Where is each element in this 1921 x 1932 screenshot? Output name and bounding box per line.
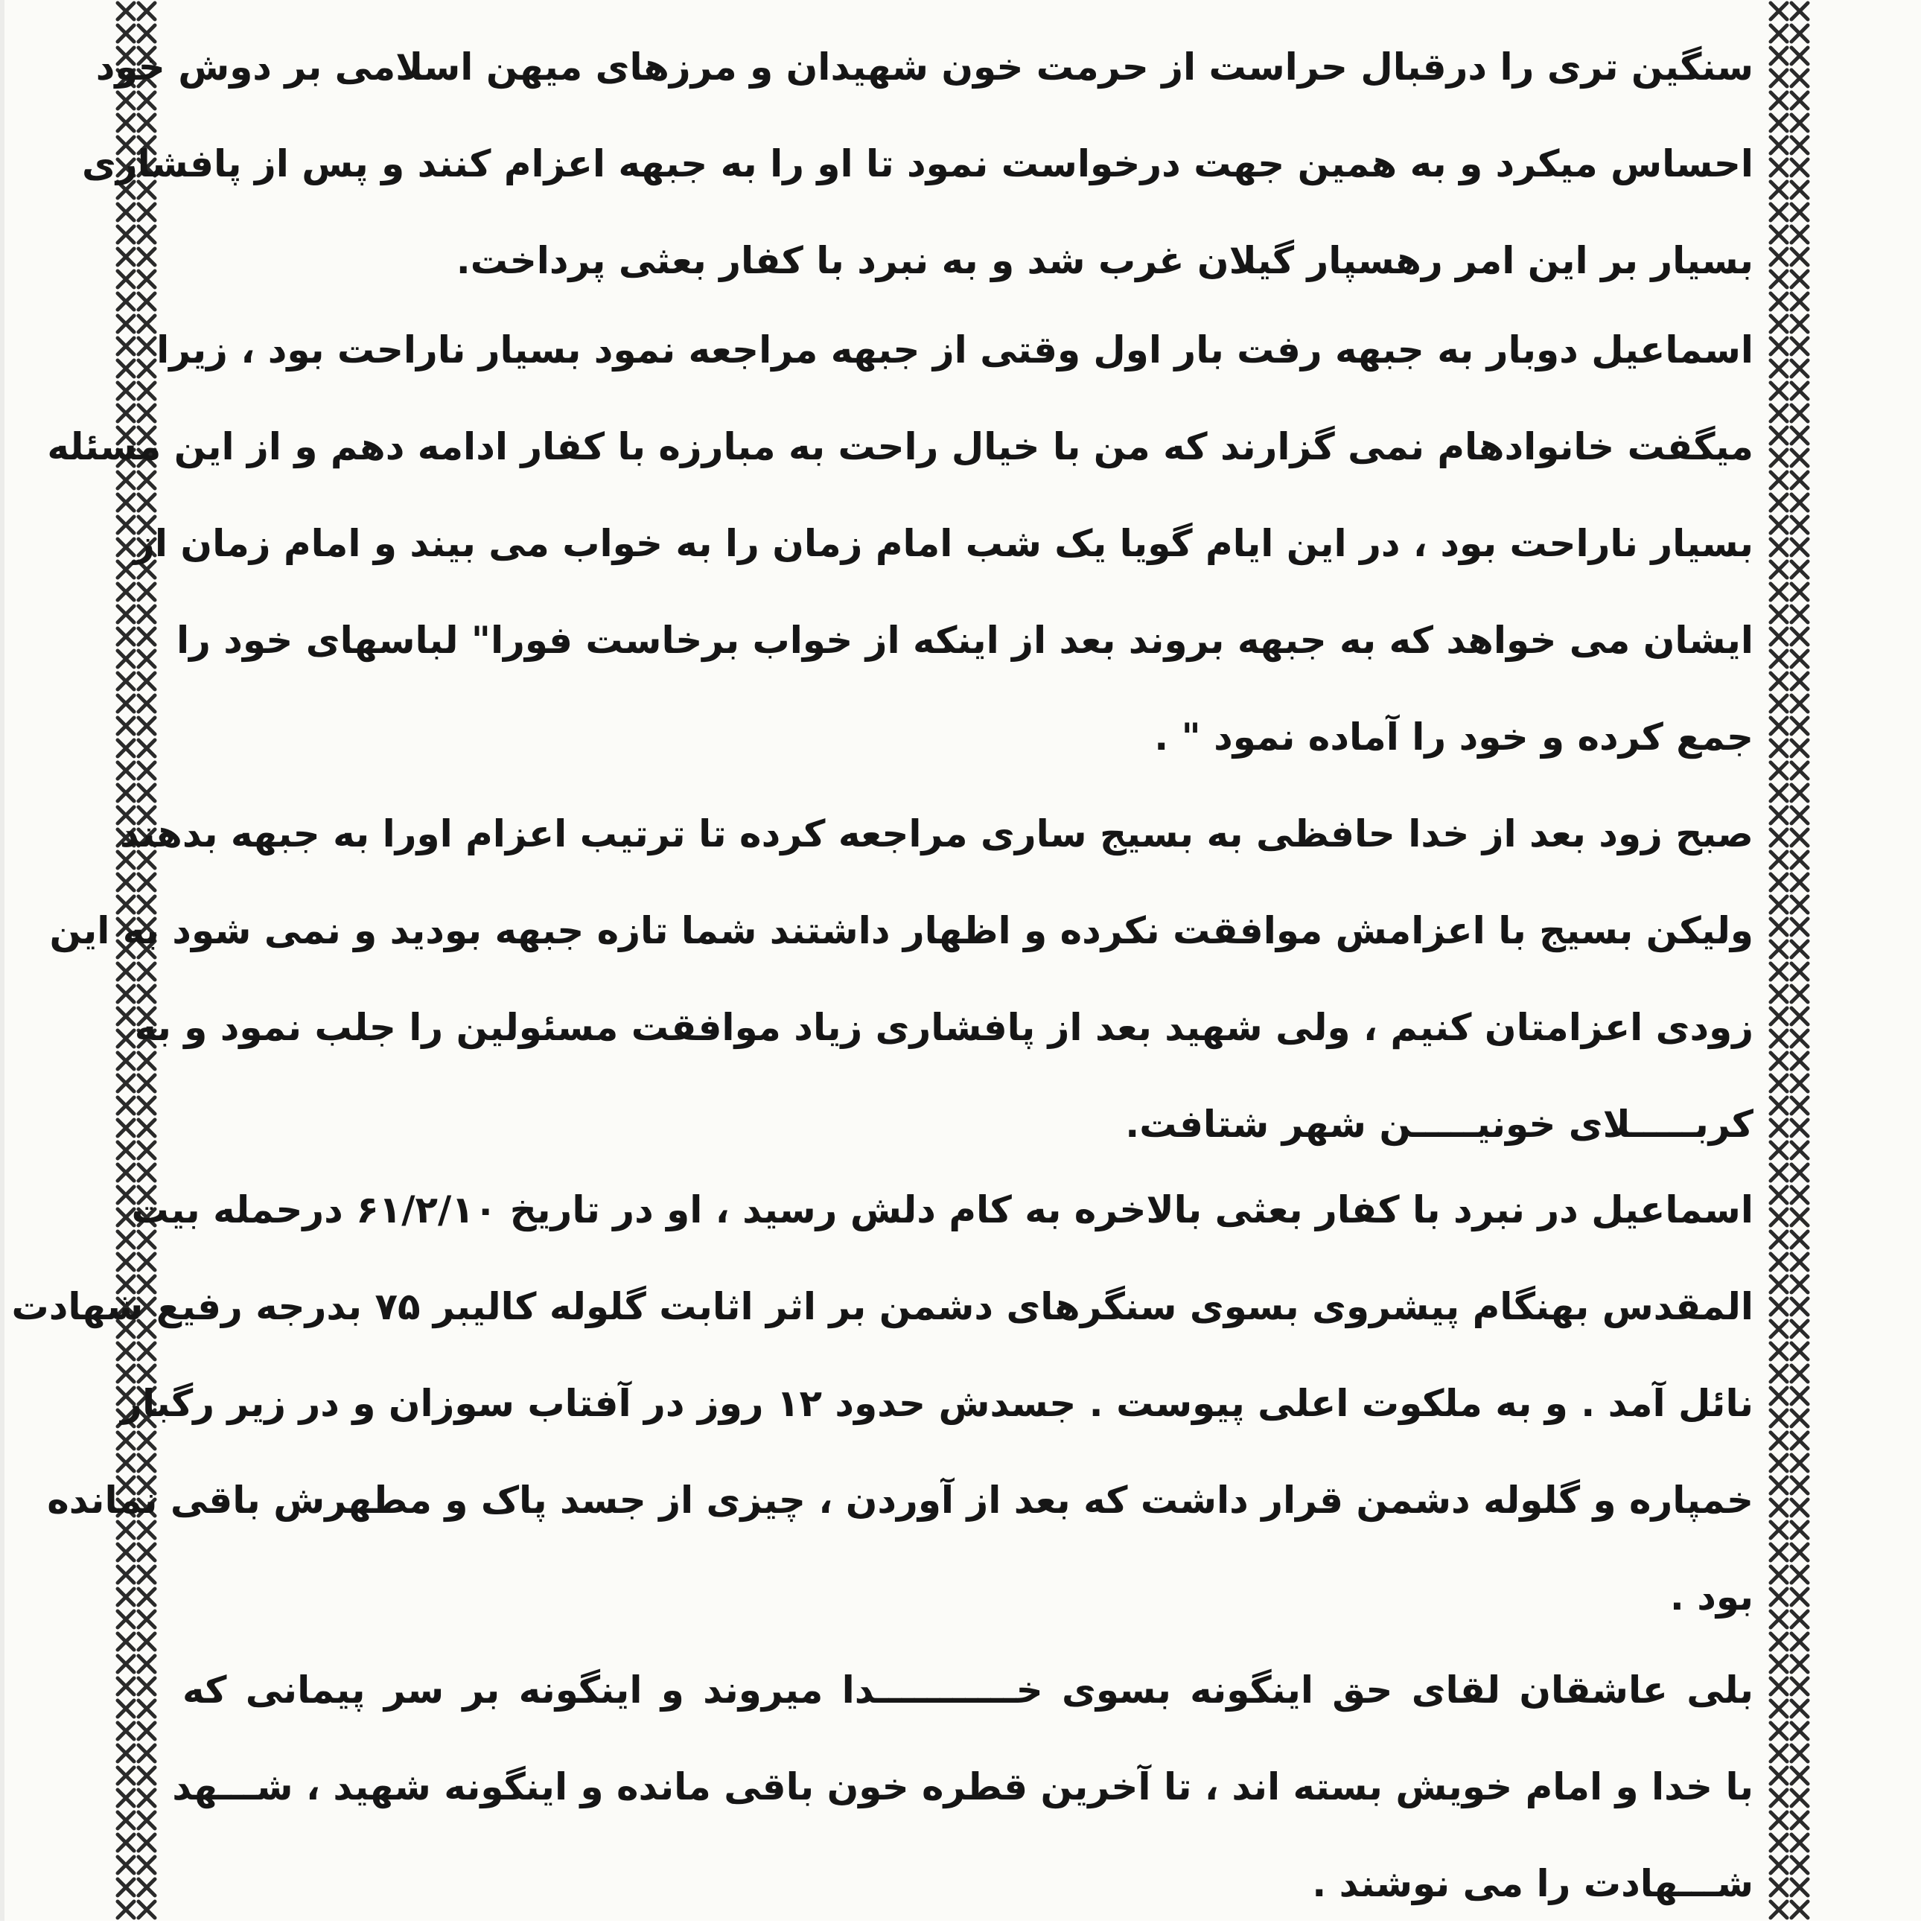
cross-stitch-motif (138, 606, 155, 622)
cross-stitch-motif (1771, 115, 1787, 131)
cross-stitch-motif (1791, 1745, 1808, 1762)
cross-stitch-motif (1791, 1142, 1808, 1158)
cross-stitch-motif (1771, 852, 1787, 868)
cross-stitch-motif (118, 1053, 134, 1069)
cross-stitch-motif (1771, 450, 1787, 466)
cross-stitch-motif (1791, 740, 1808, 756)
cross-stitch-motif (1771, 1075, 1787, 1091)
cross-stitch-motif (1771, 1231, 1787, 1248)
cross-stitch-motif (1771, 1499, 1787, 1516)
cross-stitch-motif (1771, 1254, 1787, 1270)
cross-stitch-motif (118, 271, 134, 287)
cross-stitch-motif (1791, 316, 1808, 332)
cross-stitch-motif (118, 1656, 134, 1672)
cross-stitch-motif (138, 628, 155, 645)
cross-stitch-motif (1791, 1388, 1808, 1404)
cross-stitch-motif (118, 1745, 134, 1762)
cross-stitch-motif (1791, 1343, 1808, 1359)
cross-stitch-motif (1771, 249, 1787, 265)
cross-stitch-motif (118, 1030, 134, 1047)
cross-stitch-motif (118, 1879, 134, 1896)
cross-stitch-motif (1771, 1209, 1787, 1225)
cross-stitch-motif (1771, 584, 1787, 600)
cross-stitch-motif (1791, 92, 1808, 109)
cross-stitch-motif (118, 1767, 134, 1784)
cross-stitch-motif (1791, 293, 1808, 310)
cross-stitch-motif (1791, 718, 1808, 734)
cross-stitch-motif (1791, 561, 1808, 578)
cross-stitch-motif (138, 695, 155, 712)
cross-stitch-motif (138, 1812, 155, 1829)
cross-stitch-motif (1791, 249, 1808, 265)
cross-stitch-motif (118, 1075, 134, 1091)
cross-stitch-motif (1771, 1723, 1787, 1739)
cross-stitch-motif (138, 1589, 155, 1605)
cross-stitch-motif (1771, 1633, 1787, 1650)
cross-stitch-motif (1771, 1611, 1787, 1627)
text-line: صبح زود بعد از خدا حافظی به بسیج ساری مراجعه کرده تا ترتیب اعزام اورا به جبهه بدهند (119, 812, 1753, 855)
cross-stitch-motif (1771, 271, 1787, 287)
cross-stitch-motif (1771, 405, 1787, 421)
cross-stitch-motif (118, 338, 134, 354)
cross-stitch-motif (1791, 1522, 1808, 1538)
cross-stitch-motif (1771, 1410, 1787, 1426)
cross-stitch-motif (118, 1812, 134, 1829)
cross-stitch-motif (1771, 1477, 1787, 1493)
text-line: زودی اعزامتان کنیم ، ولی شهید بعد از پافشاری زیاد موافقت مسئولین را جلب نمود و به (134, 1006, 1753, 1049)
cross-stitch-motif (1791, 1678, 1808, 1695)
cross-stitch-motif (1791, 651, 1808, 667)
cross-stitch-motif (1771, 941, 1787, 957)
cross-stitch-motif (1791, 271, 1808, 287)
cross-stitch-motif (1771, 1656, 1787, 1672)
cross-stitch-motif (1771, 316, 1787, 332)
cross-stitch-motif (1791, 405, 1808, 421)
cross-stitch-motif (118, 360, 134, 377)
cross-stitch-border (1765, 0, 1817, 1921)
cross-stitch-motif (1771, 70, 1787, 86)
cross-stitch-motif (1791, 941, 1808, 957)
cross-stitch-motif (1791, 182, 1808, 198)
cross-stitch-motif (1771, 1812, 1787, 1829)
cross-stitch-motif (1771, 1834, 1787, 1851)
text-line: احساس میکرد و به همین جهت درخواست نمود تا او را به جبهه اعزام کنند و پس از پافشاری (82, 142, 1753, 185)
cross-stitch-motif (1791, 785, 1808, 801)
cross-stitch-motif (1791, 1566, 1808, 1583)
cross-stitch-motif (118, 226, 134, 243)
cross-stitch-motif (1771, 427, 1787, 444)
cross-stitch-motif (118, 316, 134, 332)
cross-stitch-motif (138, 718, 155, 734)
cross-stitch-motif (1791, 472, 1808, 488)
text-line: بسیار بر این امر رهسپار گیلان غرب شد و به نبرد با کفار بعثی پرداخت. (456, 239, 1753, 282)
cross-stitch-motif (118, 3, 134, 19)
cross-stitch-motif (1771, 539, 1787, 555)
cross-stitch-motif (1771, 807, 1787, 823)
cross-stitch-motif (1791, 1790, 1808, 1806)
cross-stitch-motif (138, 1566, 155, 1583)
text-line: اسماعیل در نبرد با کفار بعثی بالاخره به کام دلش رسید ، او در تاریخ ۶۱/۲/۱۰ درحمله بیت (131, 1188, 1753, 1231)
cross-stitch-motif (1771, 48, 1787, 64)
cross-stitch-motif (118, 383, 134, 399)
cross-stitch-motif (118, 606, 134, 622)
cross-stitch-motif (1771, 338, 1787, 354)
cross-stitch-motif (1791, 1656, 1808, 1672)
cross-stitch-motif (138, 1700, 155, 1717)
cross-stitch-motif (1791, 584, 1808, 600)
cross-stitch-motif (118, 1008, 134, 1024)
text-line: شـــهادت را می نوشند . (1312, 1862, 1753, 1905)
text-line: اسماعیل دوبار به جبهه رفت بار اول وقتی از جبهه مراجعه نمود بسیار ناراحت بود ، زیرا (156, 328, 1753, 372)
cross-stitch-motif (1771, 472, 1787, 488)
cross-stitch-motif (1791, 539, 1808, 555)
cross-stitch-motif (118, 1700, 134, 1717)
cross-stitch-motif (1791, 852, 1808, 868)
cross-stitch-motif (1771, 1790, 1787, 1806)
cross-stitch-motif (1771, 1276, 1787, 1292)
text-line: خمپاره و گلوله دشمن قرار داشت که بعد از آوردن ، چیزی از جسد پاک و مطهرش باقی نمانده (47, 1479, 1753, 1522)
cross-stitch-motif (1791, 1365, 1808, 1382)
cross-stitch-motif (1771, 1321, 1787, 1337)
text-line: ایشان می خواهد که به جبهه بروند بعد از اینکه از خواب برخاست فورا" لباسهای خود را (176, 619, 1753, 662)
cross-stitch-motif (1771, 1745, 1787, 1762)
cross-stitch-motif (138, 1767, 155, 1784)
cross-stitch-motif (118, 1790, 134, 1806)
cross-stitch-motif (1771, 3, 1787, 19)
cross-stitch-motif (1791, 1008, 1808, 1024)
cross-stitch-motif (118, 673, 134, 689)
text-line: بود . (1669, 1575, 1753, 1619)
cross-stitch-motif (1791, 360, 1808, 377)
cross-stitch-motif (138, 316, 155, 332)
cross-stitch-motif (1771, 383, 1787, 399)
cross-stitch-motif (1771, 718, 1787, 734)
cross-stitch-motif (118, 1834, 134, 1851)
scan-edge (0, 0, 4, 1921)
cross-stitch-motif (1771, 1053, 1787, 1069)
cross-stitch-motif (1791, 1120, 1808, 1136)
paragraph-3 (49, 785, 1753, 1173)
cross-stitch-motif (1791, 70, 1808, 86)
cross-stitch-motif (118, 1857, 134, 1873)
cross-stitch-motif (1791, 1857, 1808, 1873)
cross-stitch-motif (118, 651, 134, 667)
cross-stitch-motif (1771, 673, 1787, 689)
cross-stitch-motif (1791, 829, 1808, 846)
text-line: المقدس بهنگام پیشروی بسوی سنگرهای دشمن بر اثر اثابت گلوله کالیبر ۷۵ بدرجه رفیع شهادت (11, 1285, 1753, 1328)
cross-stitch-motif (1791, 807, 1808, 823)
paragraph-1 (82, 19, 1753, 309)
cross-stitch-motif (118, 628, 134, 645)
cross-stitch-motif (1791, 1231, 1808, 1248)
cross-stitch-motif (118, 695, 134, 712)
cross-stitch-motif (1771, 1544, 1787, 1560)
cross-stitch-motif (1791, 1075, 1808, 1091)
cross-stitch-motif (138, 1723, 155, 1739)
cross-stitch-motif (1771, 1767, 1787, 1784)
cross-stitch-motif (118, 249, 134, 265)
cross-stitch-motif (1791, 159, 1808, 176)
cross-stitch-motif (118, 561, 134, 578)
cross-stitch-motif (1791, 25, 1808, 42)
cross-stitch-motif (1771, 963, 1787, 980)
cross-stitch-motif (1771, 651, 1787, 667)
cross-stitch-motif (1771, 1700, 1787, 1717)
cross-stitch-motif (1771, 1187, 1787, 1203)
cross-stitch-motif (118, 1142, 134, 1158)
cross-stitch-motif (1771, 1678, 1787, 1695)
text-line: با خدا و امام خویش بسته اند ، تا آخرین قطره خون باقی مانده و اینگونه شهید ، شـــهد (172, 1765, 1753, 1808)
cross-stitch-motif (1791, 1455, 1808, 1471)
cross-stitch-motif (1791, 1767, 1808, 1784)
paragraph-4 (11, 1161, 1753, 1645)
cross-stitch-motif (1791, 48, 1808, 64)
cross-stitch-motif (118, 1589, 134, 1605)
cross-stitch-motif (1791, 986, 1808, 1002)
cross-stitch-motif (1791, 1901, 1808, 1918)
cross-stitch-motif (118, 1901, 134, 1918)
cross-stitch-motif (1771, 92, 1787, 109)
cross-stitch-motif (118, 293, 134, 310)
cross-stitch-motif (1791, 919, 1808, 935)
cross-stitch-motif (138, 338, 155, 354)
cross-stitch-motif (1771, 1008, 1787, 1024)
cross-stitch-motif (1771, 1432, 1787, 1449)
paragraph-2 (47, 302, 1753, 785)
cross-stitch-motif (118, 1120, 134, 1136)
cross-stitch-motif (1791, 1432, 1808, 1449)
cross-stitch-motif (1791, 628, 1808, 645)
cross-stitch-motif (138, 249, 155, 265)
cross-stitch-motif (138, 1745, 155, 1762)
cross-stitch-motif (1771, 695, 1787, 712)
cross-stitch-motif (1791, 1723, 1808, 1739)
cross-stitch-motif (138, 1075, 155, 1091)
cross-stitch-motif (1791, 762, 1808, 779)
cross-stitch-motif (118, 762, 134, 779)
cross-stitch-motif (138, 1633, 155, 1650)
cross-stitch-motif (118, 1678, 134, 1695)
cross-stitch-motif (1771, 1120, 1787, 1136)
cross-stitch-motif (1771, 606, 1787, 622)
cross-stitch-motif (1771, 1164, 1787, 1181)
cross-stitch-motif (1771, 293, 1787, 310)
cross-stitch-motif (138, 1857, 155, 1873)
cross-stitch-motif (118, 1566, 134, 1583)
cross-stitch-motif (1771, 874, 1787, 890)
cross-stitch-motif (1791, 1276, 1808, 1292)
cross-stitch-motif (1771, 1388, 1787, 1404)
cross-stitch-motif (1771, 1901, 1787, 1918)
cross-stitch-motif (1771, 1879, 1787, 1896)
cross-stitch-motif (1791, 1812, 1808, 1829)
text-line: کربـــــلای خونیـــــن شهر شتافت. (1125, 1103, 1753, 1146)
cross-stitch-motif (1791, 115, 1808, 131)
cross-stitch-motif (1791, 1700, 1808, 1717)
decorative-border-right (1765, 0, 1817, 1921)
cross-stitch-motif (118, 1723, 134, 1739)
cross-stitch-motif (1791, 204, 1808, 220)
text-line: سنگین تری را درقبال حراست از حرمت خون شهیدان و مرزهای میهن اسلامی بر دوش خود (95, 45, 1753, 89)
cross-stitch-motif (1791, 606, 1808, 622)
cross-stitch-motif (1771, 1522, 1787, 1538)
text-line: بسیار ناراحت بود ، در این ایام گویا یک شب امام زمان را به خواب می بیند و امام زمان از (133, 522, 1753, 565)
cross-stitch-motif (138, 271, 155, 287)
cross-stitch-motif (1791, 673, 1808, 689)
cross-stitch-motif (1791, 3, 1808, 19)
cross-stitch-motif (118, 1633, 134, 1650)
cross-stitch-motif (1771, 226, 1787, 243)
cross-stitch-motif (138, 3, 155, 19)
cross-stitch-motif (1791, 1410, 1808, 1426)
cross-stitch-motif (1791, 1187, 1808, 1203)
cross-stitch-motif (138, 383, 155, 399)
cross-stitch-motif (118, 986, 134, 1002)
cross-stitch-motif (1771, 1097, 1787, 1114)
cross-stitch-motif (1791, 1499, 1808, 1516)
cross-stitch-motif (138, 1678, 155, 1695)
cross-stitch-motif (1791, 137, 1808, 153)
cross-stitch-motif (1771, 919, 1787, 935)
cross-stitch-motif (1791, 874, 1808, 890)
cross-stitch-motif (1771, 1142, 1787, 1158)
cross-stitch-motif (1771, 159, 1787, 176)
cross-stitch-motif (1791, 450, 1808, 466)
cross-stitch-motif (1791, 1254, 1808, 1270)
cross-stitch-motif (1771, 360, 1787, 377)
cross-stitch-motif (118, 1611, 134, 1627)
cross-stitch-motif (1771, 896, 1787, 913)
cross-stitch-motif (1791, 1611, 1808, 1627)
cross-stitch-motif (118, 740, 134, 756)
cross-stitch-motif (138, 360, 155, 377)
cross-stitch-motif (118, 584, 134, 600)
cross-stitch-motif (1771, 1857, 1787, 1873)
cross-stitch-motif (1791, 1298, 1808, 1315)
cross-stitch-motif (1791, 1544, 1808, 1560)
cross-stitch-motif (1771, 137, 1787, 153)
cross-stitch-motif (1791, 338, 1808, 354)
cross-stitch-motif (118, 517, 134, 533)
cross-stitch-motif (1791, 1879, 1808, 1896)
cross-stitch-motif (1791, 427, 1808, 444)
cross-stitch-motif (118, 494, 134, 511)
paragraph-5 (172, 1642, 1753, 1932)
cross-stitch-motif (1791, 1834, 1808, 1851)
cross-stitch-motif (138, 1097, 155, 1114)
cross-stitch-motif (1771, 829, 1787, 846)
cross-stitch-motif (138, 673, 155, 689)
cross-stitch-motif (138, 651, 155, 667)
cross-stitch-motif (138, 1611, 155, 1627)
cross-stitch-motif (1771, 1298, 1787, 1315)
cross-stitch-motif (1771, 762, 1787, 779)
cross-stitch-motif (1771, 1343, 1787, 1359)
cross-stitch-motif (1771, 1030, 1787, 1047)
cross-stitch-motif (138, 1120, 155, 1136)
cross-stitch-motif (1791, 1053, 1808, 1069)
cross-stitch-motif (1771, 204, 1787, 220)
cross-stitch-motif (1771, 740, 1787, 756)
cross-stitch-motif (1791, 896, 1808, 913)
cross-stitch-motif (1771, 561, 1787, 578)
cross-stitch-motif (1771, 494, 1787, 511)
cross-stitch-motif (1791, 1097, 1808, 1114)
text-line: بلی عاشقان لقای حق اینگونه بسوی خـــــــــــدا میروند و اینگونه بر سر پیمانی که (182, 1668, 1753, 1712)
text-line: جمع کرده و خود را آماده نمود " . (1154, 715, 1753, 759)
cross-stitch-motif (118, 718, 134, 734)
cross-stitch-motif (1791, 1589, 1808, 1605)
cross-stitch-motif (1771, 182, 1787, 198)
cross-stitch-motif (138, 226, 155, 243)
cross-stitch-motif (138, 1901, 155, 1918)
text-line: میگفت خانوادهام نمی گزارند که من با خیال راحت به مبارزه با کفار ادامه دهم و از این مسئله (47, 425, 1753, 468)
cross-stitch-motif (1771, 1455, 1787, 1471)
cross-stitch-motif (1791, 1209, 1808, 1225)
cross-stitch-motif (1771, 986, 1787, 1002)
cross-stitch-motif (138, 1142, 155, 1158)
cross-stitch-motif (1791, 1030, 1808, 1047)
cross-stitch-motif (138, 1656, 155, 1672)
cross-stitch-motif (138, 762, 155, 779)
cross-stitch-motif (1791, 1164, 1808, 1181)
cross-stitch-motif (138, 740, 155, 756)
cross-stitch-motif (1791, 695, 1808, 712)
cross-stitch-motif (1771, 1566, 1787, 1583)
cross-stitch-motif (1791, 226, 1808, 243)
cross-stitch-motif (138, 293, 155, 310)
cross-stitch-motif (118, 539, 134, 555)
cross-stitch-motif (138, 1834, 155, 1851)
cross-stitch-motif (1771, 1365, 1787, 1382)
cross-stitch-motif (1791, 1633, 1808, 1650)
cross-stitch-motif (1771, 785, 1787, 801)
cross-stitch-motif (1771, 1589, 1787, 1605)
cross-stitch-motif (1791, 963, 1808, 980)
cross-stitch-motif (138, 1879, 155, 1896)
cross-stitch-motif (1791, 383, 1808, 399)
cross-stitch-motif (1791, 494, 1808, 511)
document-text-body (11, 0, 1753, 1921)
cross-stitch-motif (1771, 517, 1787, 533)
cross-stitch-motif (1791, 1477, 1808, 1493)
text-line: نائل آمد . و به ملکوت اعلی پیوست . جسدش حدود ۱۲ روز در آفتاب سوزان و در زیر رگبار (121, 1382, 1753, 1425)
cross-stitch-motif (138, 1790, 155, 1806)
cross-stitch-motif (1791, 1321, 1808, 1337)
cross-stitch-motif (1791, 517, 1808, 533)
cross-stitch-motif (1771, 25, 1787, 42)
text-line: ولیکن بسیج با اعزامش موافقت نکرده و اظهار داشتند شما تازه جبهه بودید و نمی شود به این (49, 909, 1753, 952)
cross-stitch-motif (118, 1097, 134, 1114)
cross-stitch-motif (1771, 628, 1787, 645)
